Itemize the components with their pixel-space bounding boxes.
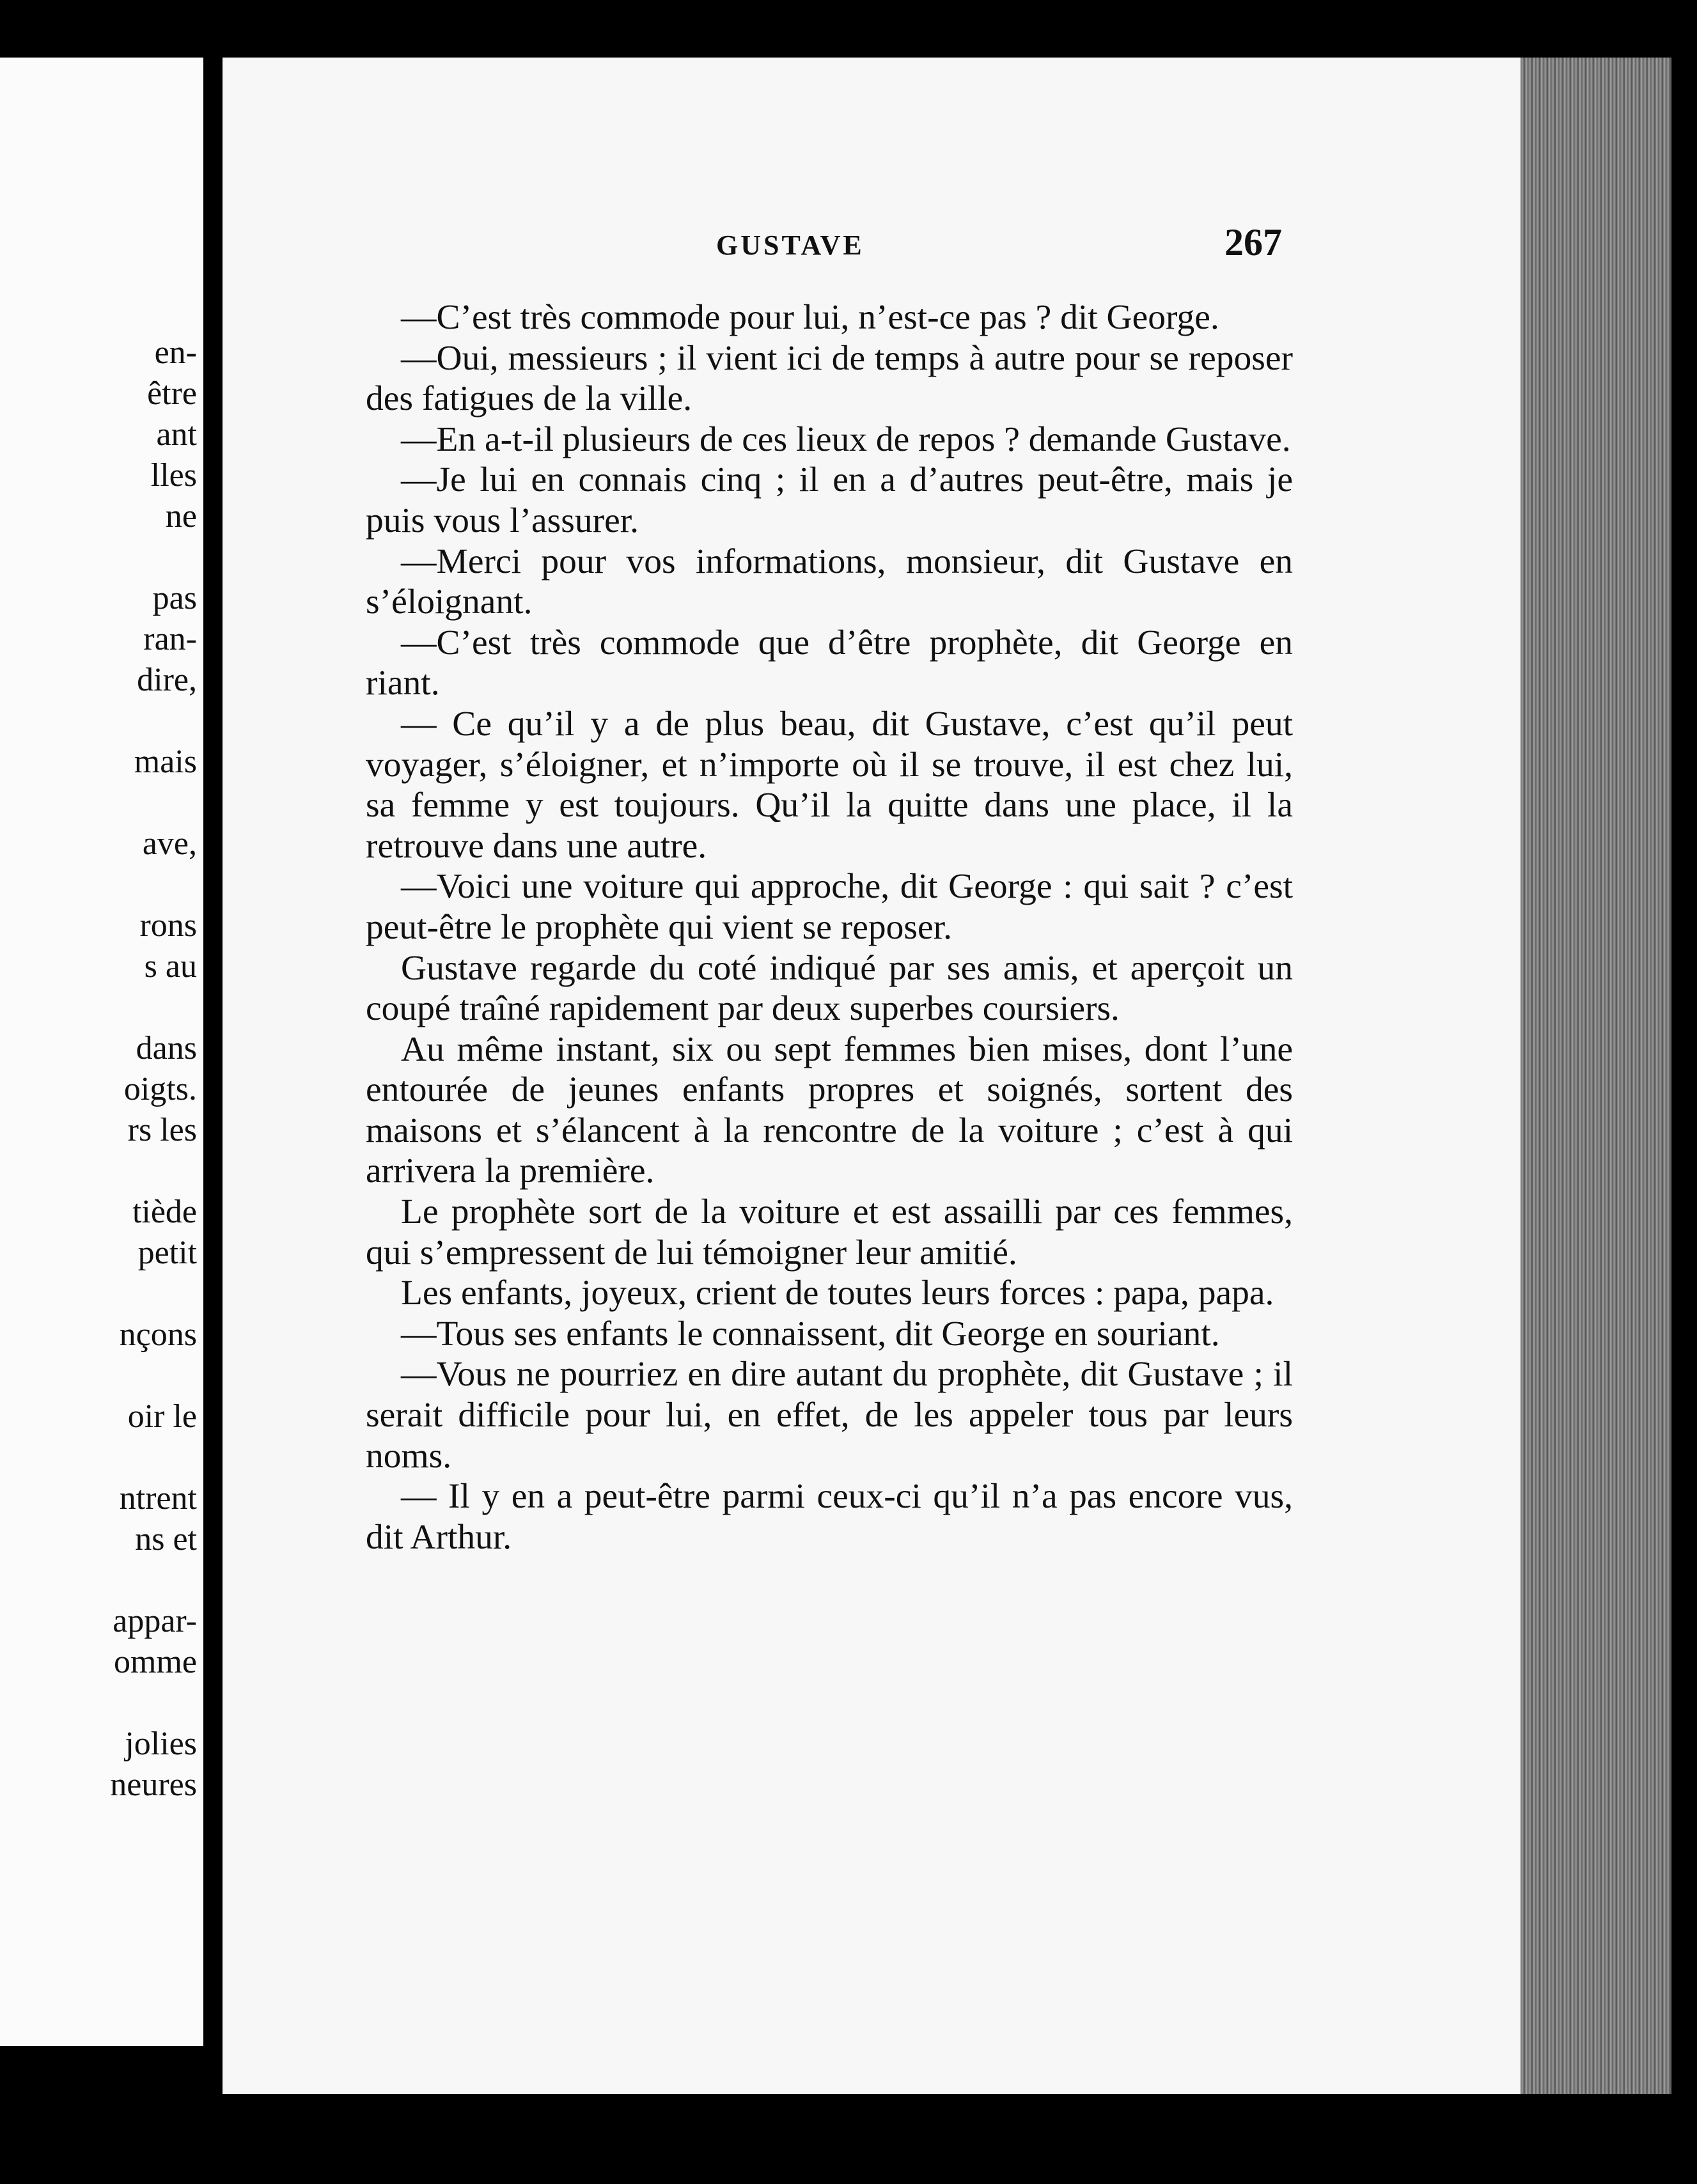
facing-page-line: en- xyxy=(154,334,197,371)
facing-page-line: ant xyxy=(156,416,197,453)
paragraph: Au même instant, six ou sept femmes bien mises, dont l’une entourée de jeunes enfants propres et soignés, sortent des maisons et s’élancent à la rencontre de la voiture ; c’est à qui arrivera la première. xyxy=(366,1029,1293,1191)
facing-page-line: ntrent xyxy=(119,1480,197,1517)
facing-page-line: petit xyxy=(137,1235,197,1271)
paragraph: —C’est très commode pour lui, n’est-ce pas ? dit George. xyxy=(401,298,1219,337)
facing-page-line: ne xyxy=(165,498,197,534)
page-number: 267 xyxy=(1224,221,1282,263)
facing-page-line: s au xyxy=(144,948,197,985)
facing-page-line: pas xyxy=(152,580,197,616)
paragraph: —Oui, messieurs ; il vient ici de temps à autre pour se reposer des fatigues de la ville. xyxy=(366,338,1293,419)
paragraph: Le prophète sort de la voiture et est assailli par ces femmes, qui s’empressent de lui témoigner leur amitié. xyxy=(366,1192,1293,1272)
facing-page xyxy=(0,58,203,2046)
page-edges xyxy=(1521,58,1671,2094)
paragraph: —Je lui en connais cinq ; il en a d’autres peut-être, mais je puis vous l’assurer. xyxy=(366,460,1293,540)
facing-page-line: ns et xyxy=(135,1521,197,1557)
paragraph: — Il y en a peut-être parmi ceux-ci qu’il n’a pas encore vus, dit Arthur. xyxy=(366,1477,1293,1557)
facing-page-line: neures xyxy=(110,1767,197,1803)
facing-page-line: mais xyxy=(134,744,197,780)
facing-page-line: jolies xyxy=(125,1726,197,1762)
facing-page-line: rons xyxy=(139,907,197,944)
facing-page-line: oir le xyxy=(127,1398,197,1435)
paragraph: —Voici une voiture qui approche, dit George : qui sait ? c’est peut-être le prophète qui vient se reposer. xyxy=(366,867,1293,947)
facing-page-line: tiède xyxy=(132,1194,197,1230)
paragraph: Les enfants, joyeux, crient de toutes leurs forces : papa, papa. xyxy=(401,1274,1274,1313)
facing-page-line: oigts. xyxy=(123,1071,197,1107)
paragraph: —Tous ses enfants le connaissent, dit George en souriant. xyxy=(401,1314,1220,1353)
facing-page-line: ran- xyxy=(143,621,197,657)
facing-page-line: appar- xyxy=(113,1603,197,1639)
paragraph: Gustave regarde du coté indiqué par ses amis, et aperçoit un coupé traîné rapidement par deux superbes coursiers. xyxy=(366,948,1293,1029)
facing-page-line: dire, xyxy=(137,662,197,698)
body-text xyxy=(366,297,1293,1557)
facing-page-line: rs les xyxy=(127,1112,197,1148)
facing-page-line: ave, xyxy=(142,825,197,862)
facing-page-line: dans xyxy=(136,1030,197,1066)
paragraph: —Merci pour vos informations, monsieur, dit Gustave en s’éloignant. xyxy=(366,542,1293,622)
paragraph: —C’est très commode que d’être prophète, dit George en riant. xyxy=(366,623,1293,703)
paragraph: —En a-t-il plusieurs de ces lieux de repos ? demande Gustave. xyxy=(401,419,1291,459)
running-title: GUSTAVE xyxy=(716,230,864,261)
facing-page-line: lles xyxy=(150,457,197,494)
facing-page-line: omme xyxy=(114,1644,197,1680)
facing-page-line: être xyxy=(147,375,197,412)
paragraph: —Vous ne pourriez en dire autant du prophète, dit Gustave ; il serait difficile pour lui, en effet, de les appeler tous par leurs noms. xyxy=(366,1355,1293,1476)
facing-page-line: nçons xyxy=(119,1316,197,1353)
paragraph: — Ce qu’il y a de plus beau, dit Gustave, c’est qu’il peut voyager, s’éloigner, et n’importe où il se trouve, il est chez lui, sa femme y est toujours. Qu’il la quitte dans une place, il la retrouve dans une autre. xyxy=(366,704,1293,866)
